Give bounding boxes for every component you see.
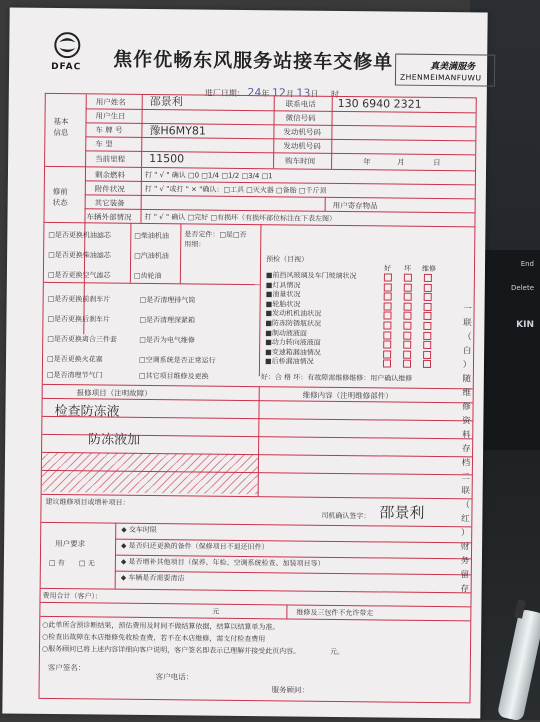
precheck-bad-box[interactable] <box>403 331 411 339</box>
precheck-good-box[interactable] <box>384 283 392 291</box>
requests-yes[interactable]: □ 有 <box>48 558 65 568</box>
fuel-options: 打 " √ " 确认 □0 □1/4 □1/2 □3/4 □1 <box>144 170 273 181</box>
copy-note: 一 联 （ 白 ） 随 维 修 资 料 存 档 二 联 （ 红 ） 财 务 留 存 <box>460 304 472 595</box>
precheck-repair-box[interactable] <box>423 322 431 330</box>
check-ac[interactable]: □空调系统是否正常运行 <box>138 355 216 365</box>
repair-items-header: 报修项目（注明故障） <box>76 388 152 399</box>
driver-confirm-label: 司机确认签字： <box>321 511 371 521</box>
cost-label: 费用合计（客户）： <box>42 591 103 601</box>
precheck-item: ■前挡风玻璃及车门玻璃状况 <box>265 271 357 281</box>
precheck-item: ■轮胎状况 <box>265 300 301 309</box>
precheck-bad-box[interactable] <box>403 350 411 358</box>
precheck-good-box[interactable] <box>383 331 391 339</box>
check-electrical[interactable]: □是否为电气维修 <box>139 335 195 345</box>
badge-top: 真美满服务 <box>430 61 476 73</box>
precheck-item: ■变速箱漏油情况 <box>265 348 321 357</box>
precheck-good-box[interactable] <box>383 312 391 320</box>
service-form-paper <box>2 8 487 719</box>
precheck-item: ■后桥漏油情况 <box>264 357 314 367</box>
precheck-good-box[interactable] <box>384 293 392 301</box>
precheck-good-box[interactable] <box>383 321 391 329</box>
check-box[interactable]: □是否清理深紧箱 <box>139 315 196 325</box>
precheck-repair-box[interactable] <box>423 331 431 339</box>
badge-bottom: ZHENMEIMANFUWU <box>399 72 482 83</box>
check-gasoline-oil[interactable]: □汽油机油 <box>134 251 169 261</box>
request-extra: ◆ 是否增补其他项目（保养、年检、空调系统检查、加装项目等） <box>120 557 325 568</box>
engine-no-label: 发动机号码 <box>283 141 321 151</box>
precheck-bad-box[interactable] <box>404 283 412 291</box>
check-throttle[interactable]: □是否清理节气门 <box>46 370 103 380</box>
driver-signature: 邵景利 <box>379 503 425 522</box>
keyboard <box>480 250 540 450</box>
note-1: ○此单所含预诊断结果，预估费用及时间不做结算依据，结算以结算单为准。 <box>42 620 280 632</box>
plate-label: 车 牌 号 <box>95 125 123 135</box>
entry-date: 进厂日期： 24年 12月 13日 时 <box>204 86 340 100</box>
advisor-label: 服务顾问： <box>271 685 310 695</box>
filter-question: 是否定件：□是□否 <box>184 230 247 240</box>
cost-yuan: 元 <box>212 607 220 616</box>
precheck-bad-box[interactable] <box>403 312 411 320</box>
check-other[interactable]: □其它项目维修及更换 <box>138 371 209 381</box>
model-label: 车 型 <box>95 139 113 149</box>
requests-no[interactable]: □ 无 <box>78 559 95 568</box>
precheck-good-box[interactable] <box>383 360 391 368</box>
date-day: 13 <box>296 86 311 100</box>
form-table: 基本 信息 用户姓名 邵景利 联系电话 130 6940 2321 用户生日 微信号码 车 牌 号 豫H6MY81 发动机号码 车 型 发动机号码 当前里程 11500 购车时间 年 月 日 修前 状态 剩余燃料 打 " √ " 确认 □0 □1/4 □1/2 □3/4 □1 附件状况 打 " √ "或打 " × "确认：□工具 □灭火器 □备胎 □千斤顶 其它装备 用户寄存物品 车辆外部情况 打 " √ " 确认 □完好 □有损坏（有损坏部位标注在下表左图） □是否更换机油滤芯 □是否更换柴油滤芯 □是否更换空气滤芯 □柴油机油 □汽油机油 □齿轮油 是否定件：□是□否 用细： □是否更换前刹车片 □是否更换后刹车片 □是否更换离合三件套 □是否更换火花塞 □是否清理节气门 □是否清理排气筒 □是否清理深紧箱 □是否为电气维修 □空调系统是否正常运行 □其它项目维修及更换 预检（目视） 好 坏 维修 ■前挡风玻璃及车门玻璃状况 ■灯具情况 ■油量状况 ■轮胎状况 ■发动机机油状况 ■防冻防锈瓶状况 ■制动液液面 ■动力转向液液面 ■变速箱漏油情况 ■后桥漏油情况 好：合 格 坏：有故障需维修维修：用户确认维修 报修项目（注明故障） 维修内容（注明维修部件） 检查防冻液 防冻液加 建议维修项目或增补项目： 司机确认签字： 邵景利 用户要求 □ 有 □ 无 ◆ 交车时限 ◆ 是否归还更换的备件（保修项目不退还旧件） ◆ 是否增补其他项目（保养、年检、空调系统检查、加装项目等） ◆ 车辆是否需要清洁 费用合计（客户）： 元 维修及三包件不允许带走 ○此单所含预诊断结果，预估费用及时间不做结算依据，结算以结算单为准。 ○检查出故障在本店维修免收检查费，若不在本店维修，需支付检查费用 ○服务顾问已将上述内容详细向客户说明，客户签名即表示已理解并接受此页内容。 元。 客户签名： 客户电话： 服务顾问： <box>38 93 476 703</box>
precheck-bad-box[interactable] <box>404 274 412 282</box>
precheck-good-box[interactable] <box>383 350 391 358</box>
check-diesel-filter[interactable]: □是否更换柴油滤芯 <box>48 250 111 260</box>
mileage-value: 11500 <box>149 151 185 166</box>
precheck-item: ■灯具情况 <box>265 280 301 290</box>
page-title: 焦作优畅东风服务站接车交修单 <box>113 48 394 74</box>
precheck-repair-box[interactable] <box>424 293 432 301</box>
customer-name-value: 邵景利 <box>149 94 183 109</box>
precheck-bad-box[interactable] <box>403 322 411 330</box>
precheck-good-col: 好 <box>383 264 392 273</box>
check-exhaust[interactable]: □是否清理排气筒 <box>139 295 196 305</box>
check-oil-filter[interactable]: □是否更换机油滤芯 <box>48 230 111 240</box>
check-diesel-oil[interactable]: □柴油机油 <box>134 231 169 241</box>
request-parts: ◆ 是否归还更换的备件（保修项目不退还旧件） <box>121 541 269 552</box>
precheck-title: 预检（目视） <box>266 255 309 264</box>
key-delete: Delete <box>511 284 534 292</box>
check-front-brake[interactable]: □是否更换前刹车片 <box>47 294 111 304</box>
phone-label: 联系电话 <box>285 99 316 109</box>
exterior-options: 打 " √ " 确认 □完好 □有损坏（有损坏部位标注在下表左图） <box>144 212 337 223</box>
logo-text: DFAC <box>51 61 82 73</box>
check-rear-brake[interactable]: □是否更换后刹车片 <box>47 314 111 324</box>
dfac-logo-icon <box>53 32 81 58</box>
precheck-good-box[interactable] <box>384 302 392 310</box>
precheck-bad-col: 坏 <box>403 264 412 273</box>
key-end: End <box>520 260 534 268</box>
precheck-good-box[interactable] <box>383 341 391 349</box>
keyboard-brand: KIN <box>516 320 534 330</box>
precheck-bad-box[interactable] <box>404 293 412 301</box>
requests-label: 用户要求 <box>55 539 86 549</box>
check-air-filter[interactable]: □是否更换空气滤芯 <box>47 270 111 280</box>
precheck-repair-box[interactable] <box>423 360 431 368</box>
customer-sign-label: 客户签名： <box>47 662 86 673</box>
precheck-repair-box[interactable] <box>424 274 432 282</box>
customer-phone-label: 客户电话： <box>155 672 194 682</box>
precheck-repair-box[interactable] <box>424 303 432 311</box>
suggest-label: 建议维修项目或增补项目： <box>45 497 130 507</box>
precheck-bad-box[interactable] <box>403 341 411 349</box>
basic-section-label: 基本 信息 <box>53 116 69 138</box>
request-time: ◆ 交车时限 <box>121 525 157 535</box>
phone-value: 130 6940 2321 <box>337 96 422 111</box>
precheck-bad-box[interactable] <box>403 360 411 368</box>
fuel-label: 剩余燃料 <box>94 170 126 180</box>
note-4: 元。 <box>329 647 345 657</box>
wechat-label: 微信号码 <box>285 113 316 123</box>
precheck-item: ■油量状况 <box>265 290 301 299</box>
precheck-repair-box[interactable] <box>424 283 432 291</box>
precheck-item: ■动力转向液液面 <box>265 338 321 347</box>
mileage-label: 当前里程 <box>95 154 126 164</box>
note-3: ○服务顾问已将上述内容详细向客户说明，客户签名即表示已理解并接受此页内容。 <box>41 644 301 656</box>
repair-content-header: 维修内容（注明维修部件） <box>302 390 393 401</box>
other-equipment-label: 其它装备 <box>94 198 125 208</box>
service-badge <box>395 54 495 87</box>
note-2: ○检查出故障在本店维修免收检查费，若不在本店维修，需支付检查费用 <box>42 632 266 644</box>
accessory-label: 附件状况 <box>94 184 125 194</box>
precheck-repair-box[interactable] <box>423 341 431 349</box>
status-section-label: 修前 状态 <box>52 186 68 208</box>
precheck-bad-box[interactable] <box>404 302 412 310</box>
precheck-repair-box[interactable] <box>423 312 431 320</box>
filter-note: 用细： <box>184 240 206 249</box>
hatched-area <box>42 452 258 494</box>
request-clean: ◆ 车辆是否需要清洁 <box>120 573 185 583</box>
precheck-item: ■制动液液面 <box>265 328 307 338</box>
customer-name-label: 用户姓名 <box>95 97 126 107</box>
exterior-label: 车辆外部情况 <box>86 212 132 222</box>
repair-item-2: 防冻液加 <box>88 432 141 448</box>
precheck-repair-col: 维修 <box>421 264 437 273</box>
check-clutch[interactable]: □是否更换离合三件套 <box>47 334 117 344</box>
check-spark-plug[interactable]: □是否更换火花塞 <box>46 354 103 364</box>
purchase-label: 购车时间 <box>285 156 316 166</box>
precheck-good-box[interactable] <box>384 273 392 281</box>
cost-note: 维修及三包件不允许带走 <box>296 608 374 618</box>
stored-items-label: 用户寄存物品 <box>332 200 378 211</box>
birthday-label: 用户生日 <box>95 111 126 121</box>
accessory-options: 打 " √ "或打 " × "确认：□工具 □灭火器 □备胎 □千斤顶 <box>144 184 327 195</box>
repair-item-1: 检查防冻液 <box>54 404 120 420</box>
precheck-item: ■防冻防锈瓶状况 <box>265 319 322 328</box>
date-month: 12 <box>271 86 286 100</box>
check-gear-oil[interactable]: □齿轮油 <box>133 271 162 281</box>
date-year: 24 <box>247 86 262 100</box>
precheck-footer: 好：合 格 坏：有故障需维修维修：用户确认维修 <box>260 373 413 383</box>
plate-value: 豫H6MY81 <box>149 123 206 138</box>
precheck-repair-box[interactable] <box>423 351 431 359</box>
engine-label: 发动机号码 <box>283 127 321 137</box>
precheck-item: ■发动机机油状况 <box>265 309 322 319</box>
